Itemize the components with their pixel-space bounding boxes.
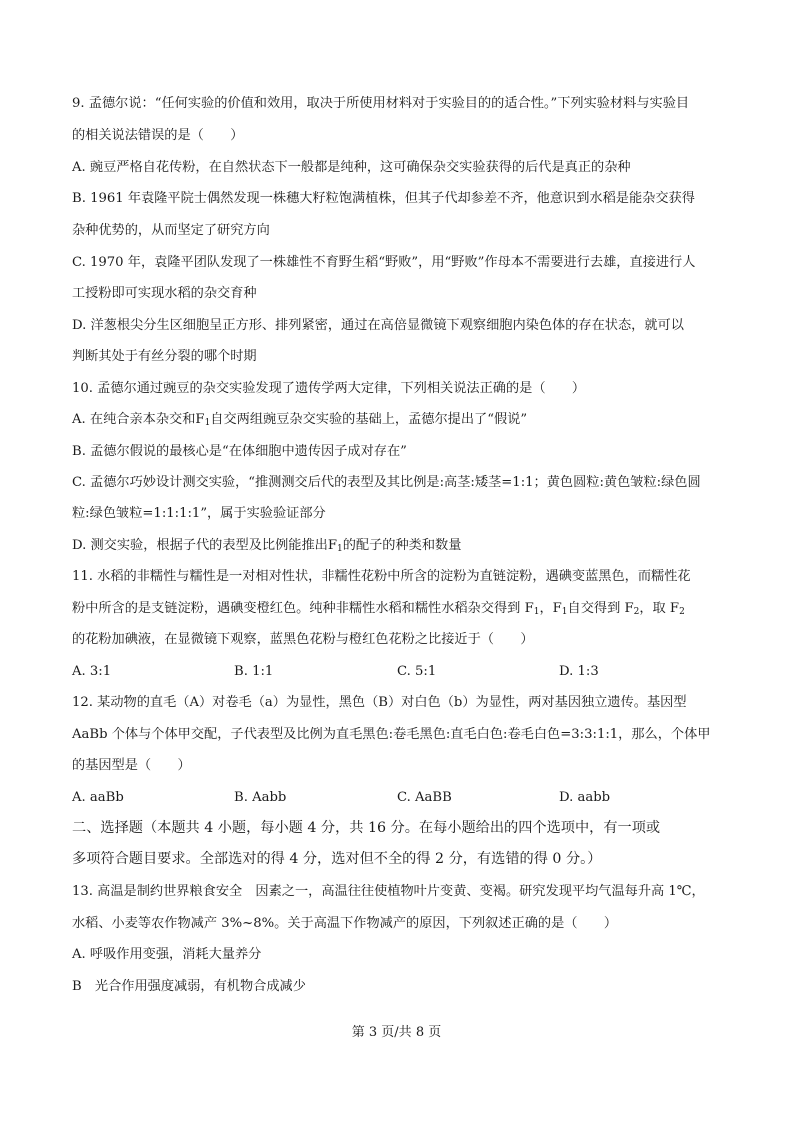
q11-stem-line2 — [72, 599, 732, 619]
q12-stem-line2: AaBb 个体与个体甲交配，子代表型及比例为直毛黑色:卷毛黑色:直毛白色:卷毛白色=3:3:1:1，那么，个体甲 — [72, 727, 711, 742]
q9-option-b-line1: B. 1961 年袁隆平院士偶然发现一株穗大籽粒饱满植株，但其子代却参差不齐，他意识到水稻是能杂交获得 — [72, 191, 695, 206]
q12-stem-line3: 的基因型是（ ） — [72, 758, 191, 773]
q11-stem-line1: 11. 水稻的非糯性与糯性是一对相对性状，非糯性花粉中所含的淀粉为直链淀粉，遇碘变蓝黑色，而糯性花 — [72, 569, 691, 584]
q13-option-a: A. 呼吸作用变强，消耗大量养分 — [72, 947, 262, 962]
q10-option-c-line2: 粒:绿色皱粒=1:1:1:1”，属于实验验证部分 — [72, 506, 326, 521]
subscript: 1 — [533, 607, 540, 617]
q10-option-a — [72, 410, 732, 430]
q13-option-b: B 光合作用强度减弱，有机物合成减少 — [72, 979, 306, 994]
q10-d-text-post: 的配子的种类和数量 — [342, 538, 462, 553]
q10-stem: 10. 孟德尔通过豌豆的杂交实验发现了遗传学两大定律，下列相关说法正确的是（ ） — [72, 381, 586, 396]
q10-a-text-pre: A. 在纯合亲本杂交和F — [72, 412, 205, 427]
q11-text: 自交得到 F — [567, 601, 634, 616]
q10-a-text-post: 自交两组豌豆杂交实验的基础上，孟德尔提出了“假说” — [210, 412, 528, 427]
q11-text: 粉中所含的是支链淀粉，遇碘变橙红色。纯种非糯性水稻和糯性水稻杂交得到 F — [72, 601, 534, 616]
q9-option-d-line2: 判断其处于有丝分裂的哪个时期 — [72, 349, 257, 364]
q11-text: ，取 F — [639, 601, 680, 616]
q11-stem-line3: 的花粉加碘液，在显微镜下观察，蓝黑色花粉与橙红色花粉之比接近于（ ） — [72, 632, 534, 647]
subscript: 1 — [337, 544, 343, 554]
q10-option-d — [72, 536, 732, 556]
q9-option-a: A. 豌豆严格自花传粉，在自然状态下一般都是纯种，这可确保杂交实验获得的后代是真正的杂种 — [72, 160, 631, 175]
q11-text: ，F — [539, 601, 562, 616]
q10-d-text-pre: D. 测交实验，根据子代的表型及比例能推出F — [72, 538, 338, 553]
q12-option-a: A. aaBb — [72, 790, 124, 805]
q11-option-a: A. 3:1 — [72, 664, 112, 679]
q12-option-b: B. Aabb — [234, 790, 287, 805]
page-footer: 第 3 页/共 8 页 — [351, 1025, 442, 1040]
q10-option-b: B. 孟德尔假说的最核心是“在体细胞中遗传因子成对存在” — [72, 444, 407, 459]
q9-stem-line1: 9. 孟德尔说：“任何实验的价值和效用，取决于所使用材料对于实验目的的适合性。”下列实验材料与实验目 — [72, 96, 690, 111]
q9-option-d-line1: D. 洋葱根尖分生区细胞呈正方形、排列紧密，通过在高倍显微镜下观察细胞内染色体的存在状态，就可以 — [72, 318, 684, 333]
section2-heading-line2: 多项符合题目要求。全部选对的得 4 分，选对但不全的得 2 分，有选错的得 0 分。） — [72, 851, 602, 867]
q11-option-b: B. 1:1 — [234, 664, 274, 679]
subscript: 1 — [204, 418, 211, 428]
subscript: 2 — [633, 607, 640, 617]
q11-option-c: C. 5:1 — [397, 664, 437, 679]
q13-stem-line2: 水稻、小麦等农作物减产 3%~8%。关于高温下作物减产的原因，下列叙述正确的是（ ） — [72, 916, 618, 931]
q12-option-d: D. aabb — [559, 790, 611, 805]
q9-option-c-line1: C. 1970 年，袁隆平团队发现了一株雄性不育野生稻“野败”，用“野败”作母本不需要进行去雄，直接进行人 — [72, 255, 696, 270]
subscript: 2 — [679, 607, 685, 617]
q9-option-b-line2: 杂种优势的，从而坚定了研究方向 — [72, 223, 270, 238]
q12-stem-line1: 12. 某动物的直毛（A）对卷毛（a）为显性，黑色（B）对白色（b）为显性，两对基因独立遗传。基因型 — [72, 695, 687, 710]
q12-option-c: C. AaBB — [397, 790, 452, 805]
q11-option-d: D. 1:3 — [559, 664, 599, 679]
q9-option-c-line2: 工授粉即可实现水稻的杂交育种 — [72, 286, 257, 301]
q13-stem-line1: 13. 高温是制约世界粮食安全 因素之一，高温往往使植物叶片变黄、变褐。研究发现平均气温每升高 1℃， — [72, 884, 705, 899]
section2-heading-line1: 二、选择题（本题共 4 小题，每小题 4 分，共 16 分。在每小题给出的四个选项中，有一项或 — [72, 820, 661, 836]
q9-stem-line2: 的相关说法错误的是（ ） — [72, 128, 244, 143]
subscript: 1 — [561, 607, 568, 617]
q10-option-c-line1: C. 孟德尔巧妙设计测交实验，“推测测交后代的表型及其比例是:高茎:矮茎=1:1；黄色圆粒:黄色皱粒:绿色圆 — [72, 475, 701, 490]
